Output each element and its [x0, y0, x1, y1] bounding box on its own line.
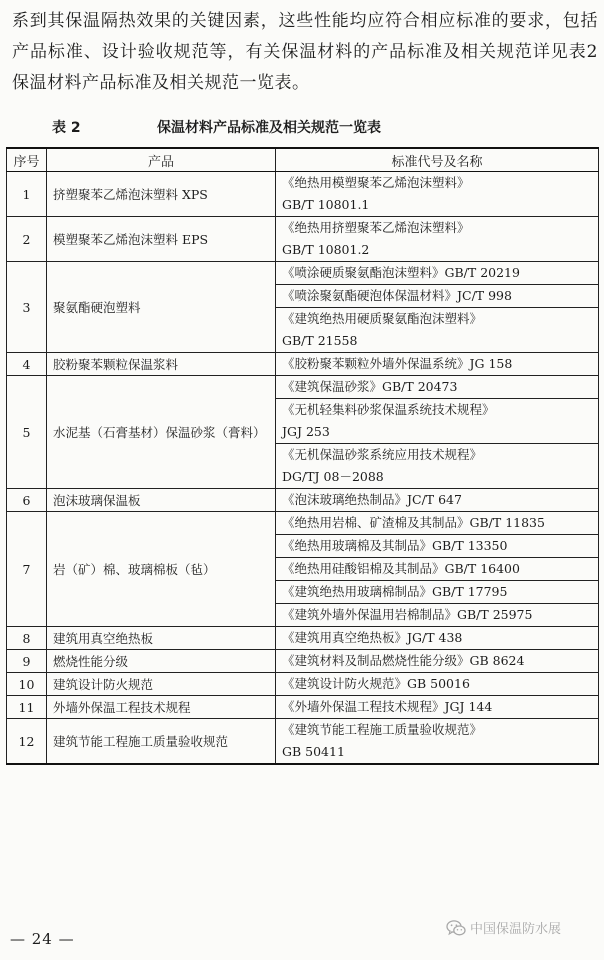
standard-line: 《泡沫玻璃绝热制品》JC/T 647: [282, 492, 462, 507]
header-number: 序号: [7, 148, 47, 172]
standard-entry: [276, 627, 599, 650]
standard-entry: [276, 696, 599, 719]
row-number: 6: [7, 489, 47, 512]
table-row: [7, 262, 599, 285]
standard-entry: [276, 650, 599, 673]
product-name: 岩（矿）棉、玻璃棉板（毡）: [47, 512, 276, 627]
table-row: [7, 719, 599, 765]
row-number: 11: [7, 696, 47, 719]
standard-entry: [276, 353, 599, 376]
row-number: 4: [7, 353, 47, 376]
standard-entry: [276, 308, 599, 353]
table-row: [7, 172, 599, 217]
product-name: 燃烧性能分级: [47, 650, 276, 673]
product-name: 挤塑聚苯乙烯泡沫塑料 XPS: [47, 172, 276, 217]
standard-entry: [276, 673, 599, 696]
standard-line: GB 50411: [282, 744, 345, 759]
row-number: 8: [7, 627, 47, 650]
table-header-row: [7, 148, 599, 172]
standard-line: 《建筑绝热用硬质聚氨酯泡沫塑料》: [282, 311, 483, 326]
standard-line: GB/T 10801.2: [282, 242, 370, 257]
product-name: 模塑聚苯乙烯泡沫塑料 EPS: [47, 217, 276, 262]
standard-line: 《绝热用玻璃棉及其制品》GB/T 13350: [282, 538, 508, 553]
standard-line: 《建筑设计防火规范》GB 50016: [282, 676, 470, 691]
standard-entry: [276, 581, 599, 604]
standard-line: 《建筑用真空绝热板》JG/T 438: [282, 630, 463, 645]
standard-line: 《建筑绝热用玻璃棉制品》GB/T 17795: [282, 584, 508, 599]
table-body: [7, 172, 599, 765]
standard-line: 《喷涂硬质聚氨酯泡沫塑料》GB/T 20219: [282, 265, 520, 280]
product-name: 外墙外保温工程技术规程: [47, 696, 276, 719]
standard-line: 《建筑材料及制品燃烧性能分级》GB 8624: [282, 653, 525, 668]
standard-line: JGJ 253: [282, 424, 330, 439]
header-standard: 标准代号及名称: [276, 148, 599, 172]
standards-table: [6, 147, 599, 765]
product-name: 胶粉聚苯颗粒保温浆料: [47, 353, 276, 376]
standard-entry: [276, 535, 599, 558]
standard-entry: [276, 376, 599, 399]
standard-entry: [276, 489, 599, 512]
wechat-icon: [446, 919, 466, 937]
product-name: 聚氨酯硬泡塑料: [47, 262, 276, 353]
intro-paragraph: 系到其保温隔热效果的关键因素，这些性能均应符合相应标准的要求，包括产品标准、设计验收规范等，有关保温材料的产品标准及相关规范详见表2保温材料产品标准及相关规范一览表。: [12, 11, 598, 93]
standard-entry: [276, 558, 599, 581]
standard-line: 《无机保温砂浆系统应用技术规程》: [282, 447, 483, 462]
standard-line: 《建筑节能工程施工质量验收规范》: [282, 722, 483, 737]
standard-entry: [276, 512, 599, 535]
product-name: 泡沫玻璃保温板: [47, 489, 276, 512]
standard-line: 《建筑保温砂浆》GB/T 20473: [282, 379, 458, 394]
page-number: — 24 —: [10, 930, 75, 948]
standard-line: DG/TJ 08－2088: [282, 469, 384, 484]
table-row: [7, 217, 599, 262]
standard-line: 《喷涂聚氨酯硬泡体保温材料》JC/T 998: [282, 288, 512, 303]
product-name: 建筑节能工程施工质量验收规范: [47, 719, 276, 765]
table-row: [7, 489, 599, 512]
standard-line: 《绝热用岩棉、矿渣棉及其制品》GB/T 11835: [282, 515, 545, 530]
row-number: 10: [7, 673, 47, 696]
standard-entry: [276, 399, 599, 444]
standard-line: 《绝热用挤塑聚苯乙烯泡沫塑料》: [282, 220, 470, 235]
table-row: [7, 512, 599, 535]
row-number: 7: [7, 512, 47, 627]
table-caption-title: 保温材料产品标准及相关规范一览表: [157, 120, 381, 136]
table-row: [7, 353, 599, 376]
row-number: 3: [7, 262, 47, 353]
row-number: 1: [7, 172, 47, 217]
standard-line: 《无机轻集料砂浆保温系统技术规程》: [282, 402, 495, 417]
standard-line: 《绝热用硅酸铝棉及其制品》GB/T 16400: [282, 561, 520, 576]
table-row: [7, 376, 599, 399]
standard-entry: [276, 262, 599, 285]
standard-line: 《绝热用模塑聚苯乙烯泡沫塑料》: [282, 175, 470, 190]
standard-line: 《外墙外保温工程技术规程》JGJ 144: [282, 699, 493, 714]
product-name: 水泥基（石膏基材）保温砂浆（膏料）: [47, 376, 276, 489]
row-number: 12: [7, 719, 47, 765]
standard-line: GB/T 21558: [282, 333, 358, 348]
watermark-text: 中国保温防水展: [470, 922, 562, 937]
standard-line: 《胶粉聚苯颗粒外墙外保温系统》JG 158: [282, 356, 513, 371]
table-row: [7, 696, 599, 719]
table-row: [7, 627, 599, 650]
product-name: 建筑用真空绝热板: [47, 627, 276, 650]
standard-entry: [276, 719, 599, 765]
watermark: [446, 918, 561, 937]
product-name: 建筑设计防火规范: [47, 673, 276, 696]
table-row: [7, 650, 599, 673]
header-product: 产品: [47, 148, 276, 172]
standard-entry: [276, 604, 599, 627]
standard-entry: [276, 172, 599, 217]
standard-entry: [276, 285, 599, 308]
row-number: 2: [7, 217, 47, 262]
table-row: [7, 673, 599, 696]
row-number: 9: [7, 650, 47, 673]
standard-entry: [276, 444, 599, 489]
row-number: 5: [7, 376, 47, 489]
standard-line: 《建筑外墙外保温用岩棉制品》GB/T 25975: [282, 607, 533, 622]
standard-line: GB/T 10801.1: [282, 197, 370, 212]
table-caption-number: 表 2: [52, 120, 81, 136]
standard-entry: [276, 217, 599, 262]
